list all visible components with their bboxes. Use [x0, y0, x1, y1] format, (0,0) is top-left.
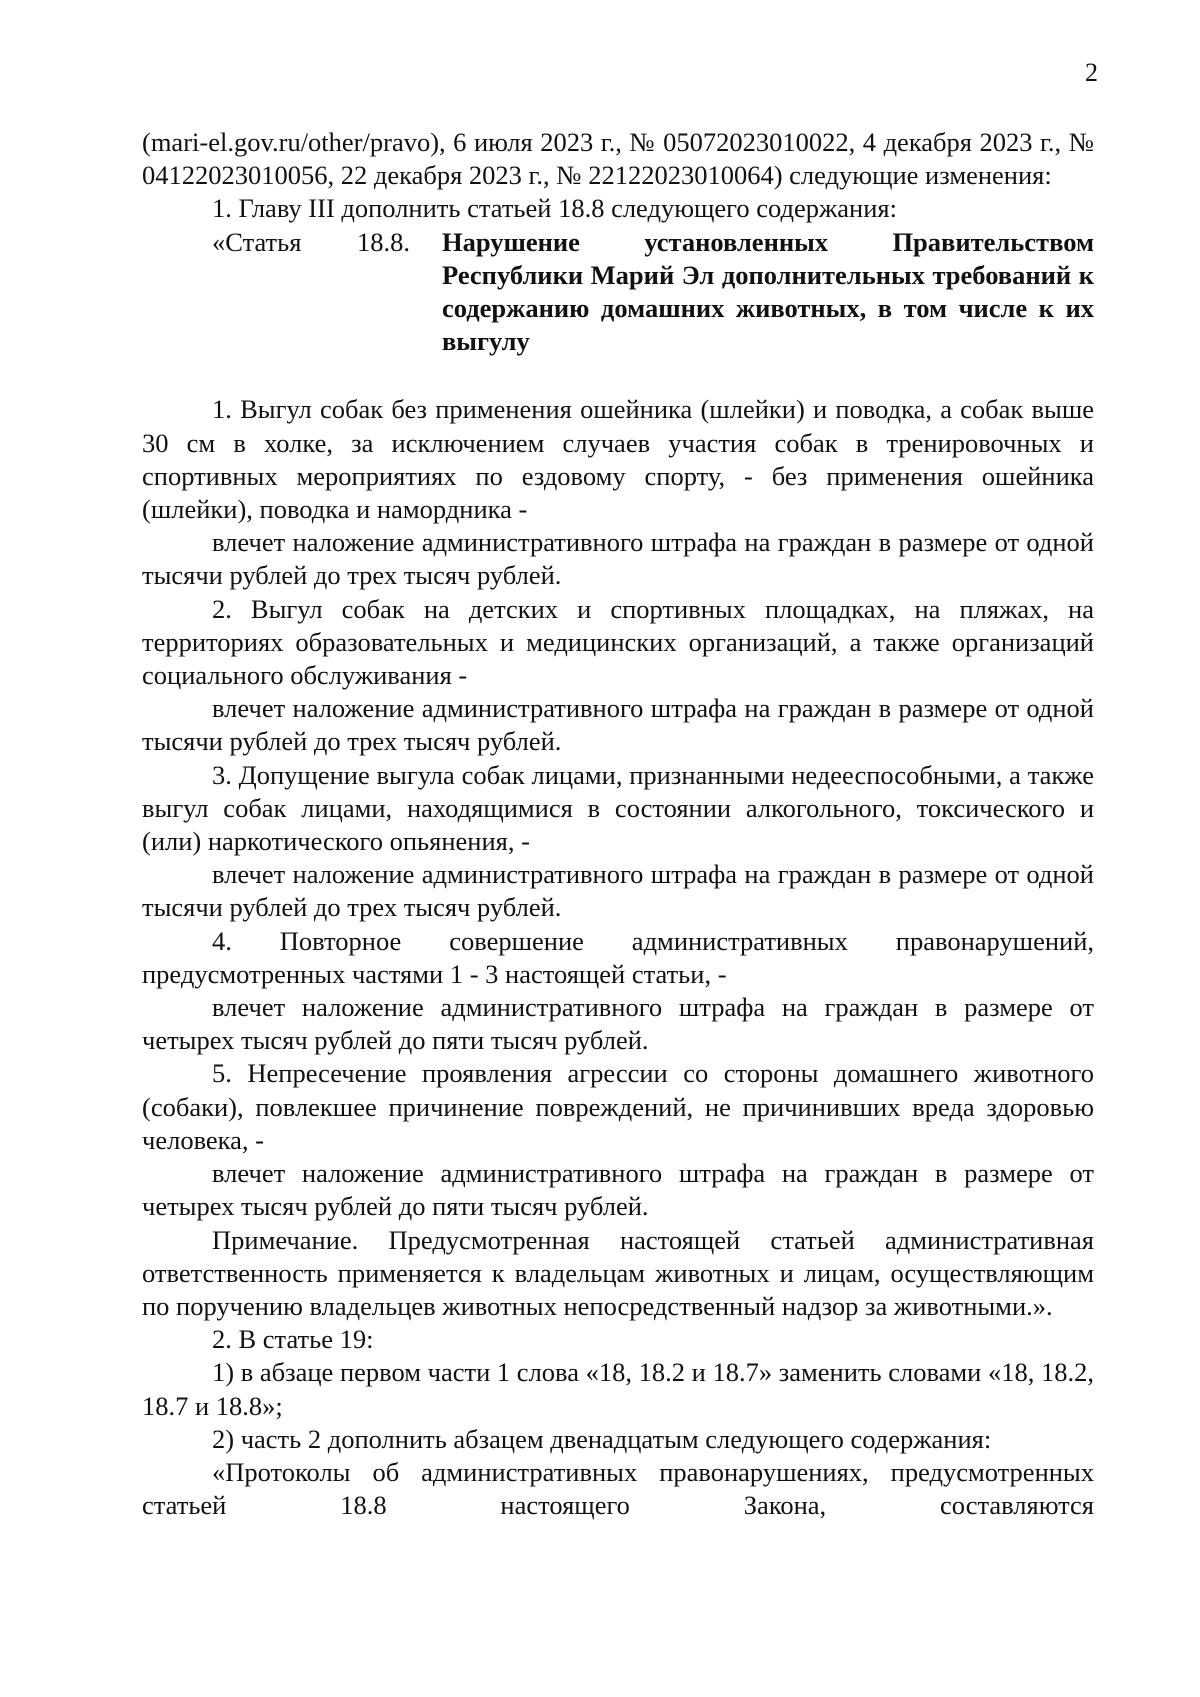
- part-3-text: 3. Допущение выгула собак лицами, признанными недееспособными, а также выгул собак лицами, находящимися в состоянии алкогольного, токсического и (или) наркотического опьянения, -: [142, 759, 1094, 857]
- article-word: «Статья: [212, 226, 302, 257]
- intro-paragraph: (mari-el.gov.ru/other/pravo), 6 июля 2023 г., № 05072023010022, 4 декабря 2023 г., № 04122023010056, 22 декабря 2023 г., № 22122023010064) следующие изменения:: [142, 127, 1094, 191]
- part-1-penalty: влечет наложение административного штрафа на граждан в размере от одной тысячи рублей до трех тысяч рублей.: [142, 527, 1094, 591]
- part-3-penalty: влечет наложение административного штрафа на граждан в размере от одной тысячи рублей до трех тысяч рублей.: [142, 859, 1094, 923]
- document-body: [142, 126, 1094, 1522]
- spacer: [142, 358, 1094, 393]
- sub-item-1: 1) в абзаце первом части 1 слова «18, 18.2 и 18.7» заменить словами «18, 18.2, 18.7 и 18.8»;: [142, 1357, 1094, 1421]
- article-heading: [212, 226, 1094, 359]
- article-label: [212, 226, 442, 359]
- item-2: 2. В статье 19:: [212, 1324, 374, 1355]
- article-number: 18.8.: [357, 226, 410, 257]
- part-1-text: 1. Выгул собак без применения ошейника (шлейки) и поводка, а собак выше 30 см в холке, за исключением случаев участия собак в тренировочных и спортивных мероприятиях по ездовому спорту, - без применения ошейника (шлейки), поводка и намордника -: [142, 394, 1094, 525]
- article-title: Нарушение установленных Правительством Республики Марий Эл дополнительных требований к содержанию домашних животных, в том числе к их выгулу: [442, 226, 1094, 357]
- part-4-text: 4. Повторное совершение административных правонарушений, предусмотренных частями 1 - 3 настоящей статьи, -: [142, 925, 1094, 989]
- part-5-text: 5. Непресечение проявления агрессии со стороны домашнего животного (собаки), повлекшее причинение повреждений, не причинивших вреда здоровью человека, -: [142, 1058, 1094, 1155]
- part-2-text: 2. Выгул собак на детских и спортивных площадках, на пляжах, на территориях образовательных и медицинских организаций, а также организаций социального обслуживания -: [142, 593, 1094, 691]
- item-1: 1. Главу III дополнить статьей 18.8 следующего содержания:: [212, 193, 897, 224]
- part-5-penalty: влечет наложение административного штрафа на граждан в размере от четырех тысяч рублей до пяти тысяч рублей.: [142, 1158, 1094, 1222]
- quoted-paragraph: «Протоколы об административных правонарушениях, предусмотренных статьей 18.8 настоящего Закона, составляются: [142, 1456, 1094, 1521]
- part-2-penalty: влечет наложение административного штрафа на граждан в размере от одной тысячи рублей до трех тысяч рублей.: [142, 693, 1094, 757]
- note-paragraph: Примечание. Предусмотренная настоящей статьей административная ответственность применяется к владельцам животных и лицам, осуществляющим по поручению владельцев животных непосредственный надзор за животными.».: [142, 1224, 1094, 1321]
- part-4-penalty: влечет наложение административного штрафа на граждан в размере от четырех тысяч рублей до пяти тысяч рублей.: [142, 992, 1094, 1056]
- sub-item-2: 2) часть 2 дополнить абзацем двенадцатым следующего содержания:: [212, 1423, 992, 1454]
- page-number: 2: [1085, 58, 1098, 87]
